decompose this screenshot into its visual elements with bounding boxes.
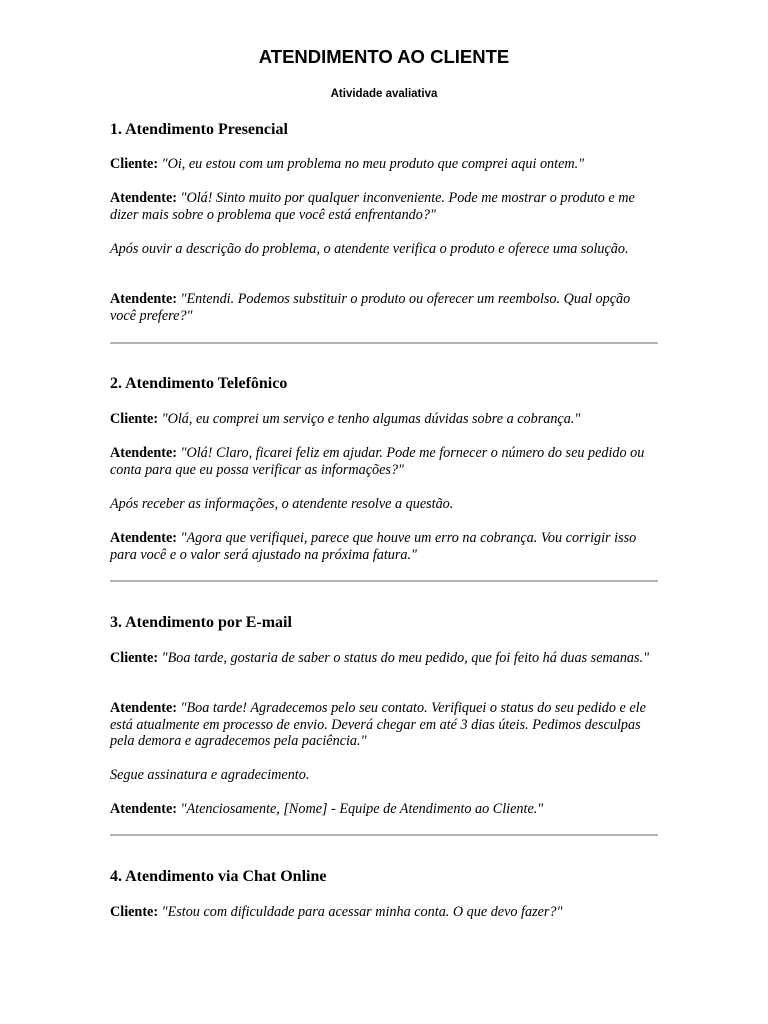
dialogue-line [110, 445, 658, 478]
speech-text: "Olá, eu comprei um serviço e tenho algumas dúvidas sobre a cobrança." [161, 411, 581, 427]
narration-line: Segue assinatura e agradecimento. [110, 767, 310, 783]
speaker-label: Cliente: [110, 904, 159, 920]
dialogue-line [110, 156, 658, 173]
document-subtitle: Atividade avaliativa [330, 88, 438, 100]
speaker-label: Cliente: [110, 156, 159, 172]
dialogue-line [110, 530, 658, 563]
section-title: 1. Atendimento Presencial [110, 121, 288, 138]
speaker-label: Atendente: [110, 801, 177, 817]
dialogue-line [110, 190, 658, 223]
dialogue-line [110, 801, 658, 818]
speaker-label: Atendente: [110, 530, 177, 546]
dialogue-line [110, 291, 658, 324]
section-title: 4. Atendimento via Chat Online [110, 868, 327, 885]
speech-text: "Boa tarde! Agradecemos pelo seu contato. Verifiquei o status do seu pedido e ele está atualmente em processo de envio. Deverá chegar em até 3 dias úteis. Pedimos desculpas pela demora e agradecemos pela paciência." [110, 700, 646, 750]
narration-line: Após ouvir a descrição do problema, o atendente verifica o produto e oferece uma solução. [110, 241, 629, 257]
speaker-label: Atendente: [110, 700, 177, 716]
speech-text: "Olá! Claro, ficarei feliz em ajudar. Pode me fornecer o número do seu pedido ou conta para que eu possa verificar as informações?" [110, 445, 645, 478]
narration-line: Após receber as informações, o atendente resolve a questão. [110, 496, 454, 512]
speaker-label: Cliente: [110, 411, 159, 427]
dialogue-line [110, 411, 658, 428]
section-divider [110, 580, 658, 582]
speech-text: "Estou com dificuldade para acessar minha conta. O que devo fazer?" [161, 904, 563, 920]
section-title: 3. Atendimento por E-mail [110, 614, 292, 631]
section-divider [110, 342, 658, 344]
speech-text: "Boa tarde, gostaria de saber o status do meu pedido, que foi feito há duas semanas." [161, 650, 650, 666]
speaker-label: Cliente: [110, 650, 159, 666]
speech-text: "Olá! Sinto muito por qualquer inconveniente. Pode me mostrar o produto e me dizer mais sobre o problema que você está enfrentando?" [110, 190, 635, 223]
speaker-label: Atendente: [110, 291, 177, 307]
dialogue-line [110, 904, 658, 921]
speech-text: "Atenciosamente, [Nome] - Equipe de Atendimento ao Cliente." [180, 801, 544, 817]
section-title: 2. Atendimento Telefônico [110, 375, 288, 392]
document-title: ATENDIMENTO AO CLIENTE [258, 46, 510, 67]
dialogue-line [110, 700, 658, 750]
section-divider [110, 834, 658, 836]
speaker-label: Atendente: [110, 445, 177, 461]
speech-text: "Agora que verifiquei, parece que houve um erro na cobrança. Vou corrigir isso para você e o valor será ajustado na próxima fatura." [110, 530, 637, 563]
speech-text: "Entendi. Podemos substituir o produto ou oferecer um reembolso. Qual opção você prefere?" [110, 291, 631, 324]
speech-text: "Oi, eu estou com um problema no meu produto que comprei aqui ontem." [161, 156, 585, 172]
speaker-label: Atendente: [110, 190, 177, 206]
dialogue-line [110, 650, 658, 667]
